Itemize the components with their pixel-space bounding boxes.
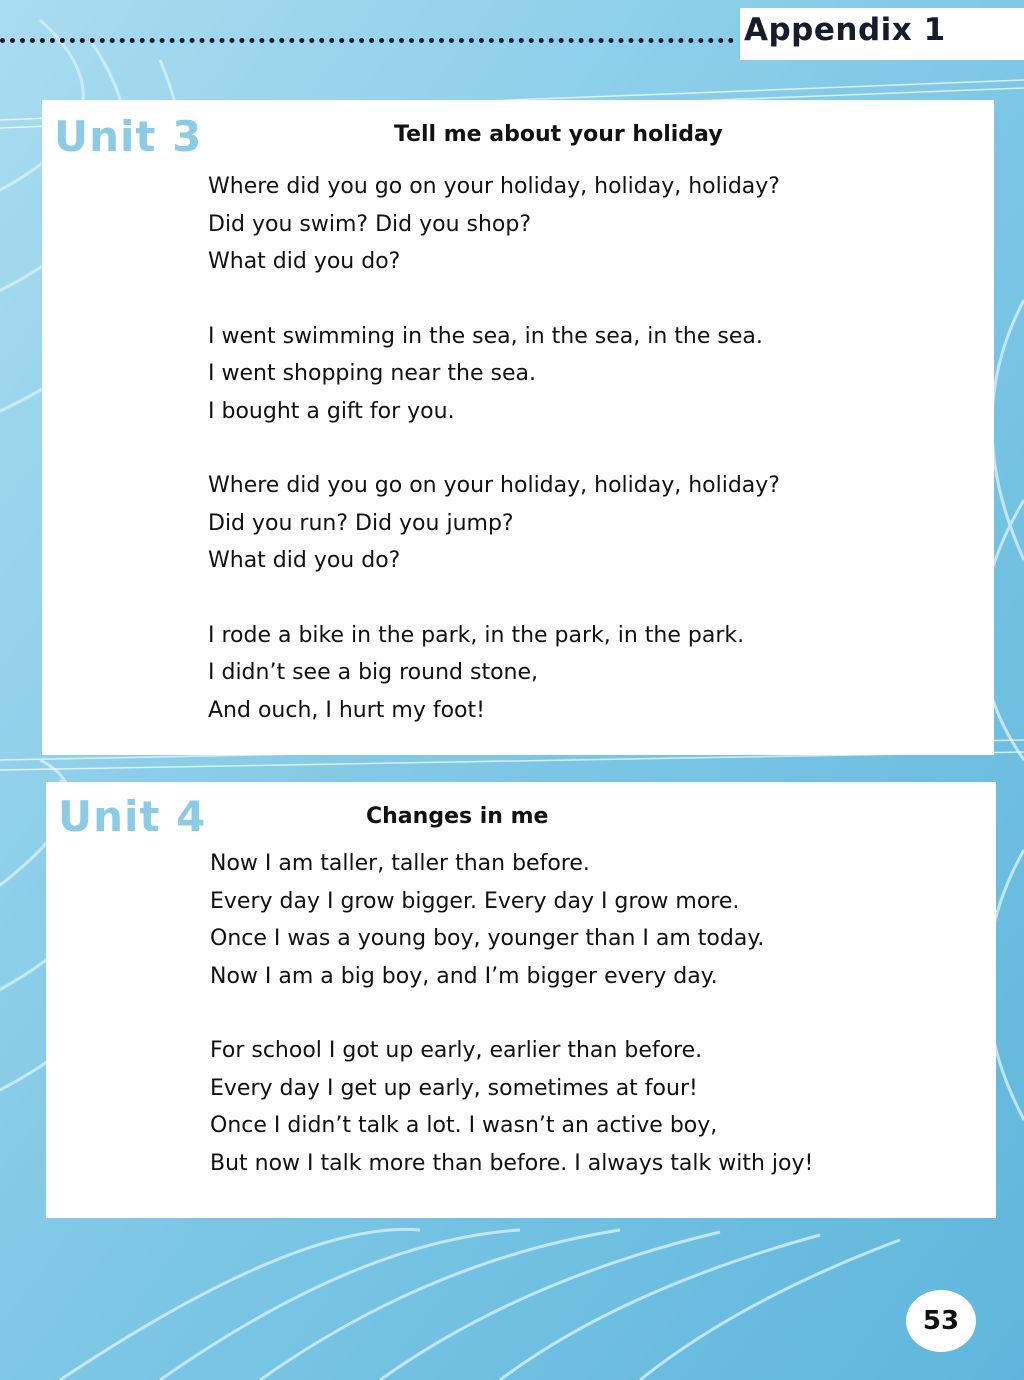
lyric-line: Once I was a young boy, younger than I am today. xyxy=(210,926,765,951)
unit-4-card xyxy=(46,782,996,1218)
lyric-line: I went swimming in the sea, in the sea, in the sea. xyxy=(208,323,763,349)
lyric-line: I didn’t see a big round stone, xyxy=(208,660,538,685)
lyric-line: What did you do? xyxy=(208,548,401,573)
lyric-line: Once I didn’t talk a lot. I wasn’t an active boy, xyxy=(210,1113,718,1138)
lyric-line: Now I am taller, taller than before. xyxy=(210,851,590,876)
appendix-title: Appendix 1 xyxy=(744,12,946,48)
lyric-line: I bought a gift for you. xyxy=(208,398,455,424)
song-lyrics xyxy=(208,168,780,766)
song-lyrics xyxy=(210,845,813,1219)
lyric-line: And ouch, I hurt my foot! xyxy=(208,697,485,723)
header-bar xyxy=(0,0,1024,62)
lyric-line: I went shopping near the sea. xyxy=(208,361,536,386)
lyric-line: For school I got up early, earlier than before. xyxy=(210,1038,703,1063)
song-title: Changes in me xyxy=(366,804,549,829)
page-number: 53 xyxy=(906,1290,976,1352)
lyric-line: Did you swim? Did you shop? xyxy=(208,211,532,237)
stanza xyxy=(210,845,813,995)
stanza xyxy=(208,617,780,730)
song-title: Tell me about your holiday xyxy=(394,122,723,147)
stanza xyxy=(208,318,780,431)
stanza xyxy=(210,1032,813,1182)
unit-label: Unit 4 xyxy=(58,792,207,841)
stanza xyxy=(208,467,780,580)
dotted-leader-line xyxy=(0,38,734,43)
lyric-line: Did you run? Did you jump? xyxy=(208,510,514,536)
lyric-line: Every day I get up early, sometimes at four! xyxy=(210,1075,698,1101)
lyric-line: Where did you go on your holiday, holiday, holiday? xyxy=(208,174,780,199)
lyric-line: Where did you go on your holiday, holiday, holiday? xyxy=(208,473,780,498)
lyric-line: I rode a bike in the park, in the park, in the park. xyxy=(208,622,745,648)
unit-3-card xyxy=(42,100,994,755)
unit-label: Unit 3 xyxy=(54,112,203,161)
stanza xyxy=(208,168,780,281)
lyric-line: But now I talk more than before. I always talk with joy! xyxy=(210,1150,814,1176)
lyric-line: Every day I grow bigger. Every day I grow more. xyxy=(210,888,740,914)
lyric-line: What did you do? xyxy=(208,249,401,274)
lyric-line: Now I am a big boy, and I’m bigger every day. xyxy=(210,963,718,989)
